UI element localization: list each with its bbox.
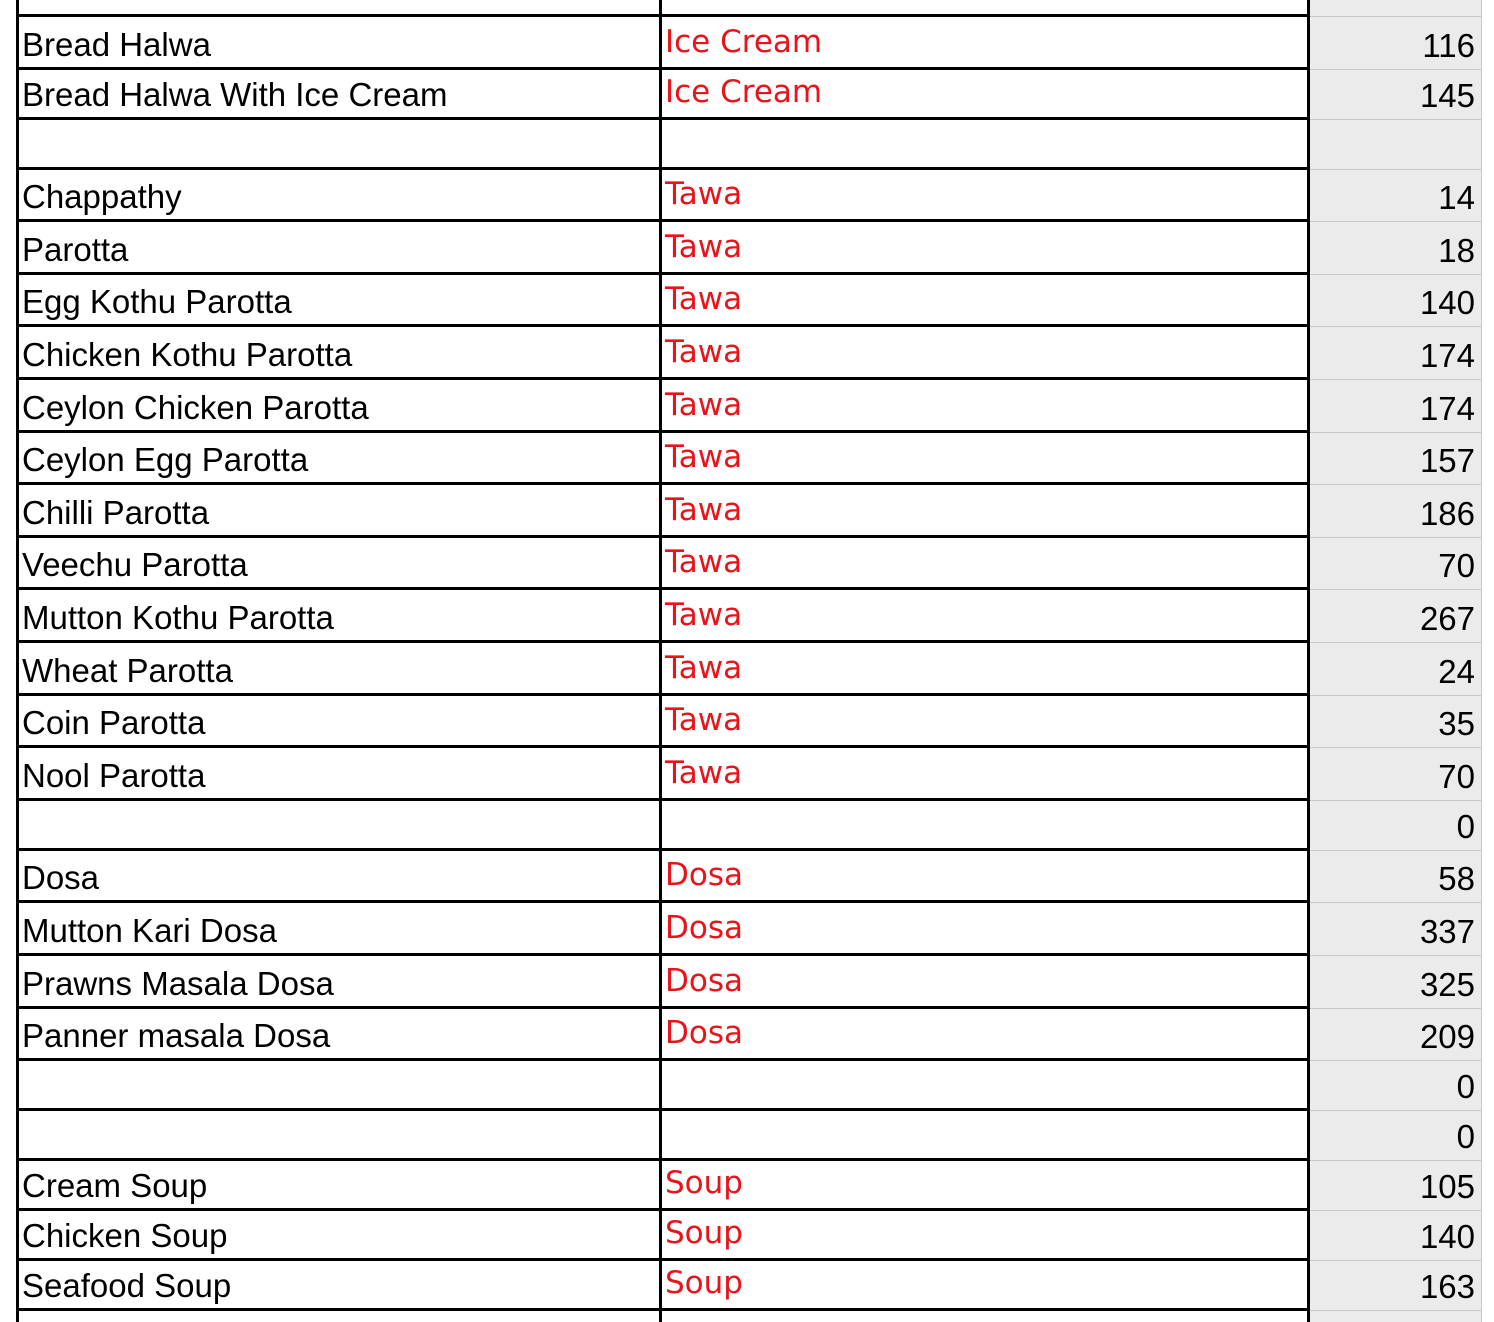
cell-price[interactable]: 209: [1310, 1009, 1482, 1062]
table-row: [16, 590, 1482, 643]
table-row: [16, 222, 1482, 275]
cell-category[interactable]: Tawa: [662, 380, 1310, 433]
cell-price[interactable]: 14: [1310, 170, 1482, 223]
cell-price[interactable]: 337: [1310, 903, 1482, 956]
table-row: [16, 380, 1482, 433]
cell-price[interactable]: 140: [1310, 275, 1482, 328]
cell-price[interactable]: 0: [1310, 801, 1482, 851]
table-row: [16, 903, 1482, 956]
cell-item[interactable]: [16, 1061, 662, 1111]
cell-category[interactable]: [662, 0, 1310, 17]
cell-price[interactable]: 24: [1310, 643, 1482, 696]
cell-price[interactable]: 145: [1310, 70, 1482, 120]
cell-category[interactable]: [662, 1061, 1310, 1111]
cell-category[interactable]: Tawa: [662, 696, 1310, 749]
cell-category[interactable]: Tawa: [662, 590, 1310, 643]
cell-category[interactable]: Tawa: [662, 485, 1310, 538]
cell-item[interactable]: [16, 1111, 662, 1161]
cell-category[interactable]: Ice Cream: [662, 70, 1310, 120]
previous-row-partial: [16, 0, 1482, 17]
table-row: [16, 17, 1482, 70]
table-row: [16, 275, 1482, 328]
cell-price[interactable]: 70: [1310, 538, 1482, 591]
cell-item[interactable]: [16, 801, 662, 851]
cell-item[interactable]: Chilli Parotta: [16, 485, 662, 538]
cell-item[interactable]: Cream Soup: [16, 1161, 662, 1211]
table-row: [16, 70, 1482, 120]
cell-item[interactable]: Coin Parotta: [16, 696, 662, 749]
cell-category[interactable]: Dosa: [662, 851, 1310, 904]
cell-price[interactable]: 70: [1310, 748, 1482, 801]
cell-item[interactable]: Prawns Masala Dosa: [16, 956, 662, 1009]
table-row: [16, 643, 1482, 696]
cell-price[interactable]: 0: [1310, 1111, 1482, 1161]
cell-price[interactable]: 163: [1310, 1261, 1482, 1311]
cell-price[interactable]: 157: [1310, 433, 1482, 486]
cell-price[interactable]: 174: [1310, 327, 1482, 380]
table-row: [16, 120, 1482, 170]
cell-category[interactable]: Ice Cream: [662, 17, 1310, 70]
cell-item[interactable]: Ceylon Chicken Parotta: [16, 380, 662, 433]
cell-price[interactable]: 325: [1310, 956, 1482, 1009]
cell-category[interactable]: Dosa: [662, 1009, 1310, 1062]
cell-item[interactable]: Chappathy: [16, 170, 662, 223]
cell-price[interactable]: 0: [1310, 1061, 1482, 1111]
table-row: [16, 956, 1482, 1009]
table-row: [16, 485, 1482, 538]
cell-item[interactable]: Nool Parotta: [16, 748, 662, 801]
cell-category[interactable]: Tawa: [662, 433, 1310, 486]
table-row: [16, 696, 1482, 749]
table-row: [16, 327, 1482, 380]
cell-category[interactable]: Tawa: [662, 327, 1310, 380]
cell-item[interactable]: Mutton Kothu Parotta: [16, 590, 662, 643]
table-row: [16, 1311, 1482, 1322]
cell-category[interactable]: Dosa: [662, 956, 1310, 1009]
cell-category[interactable]: Tawa: [662, 170, 1310, 223]
table-row: [16, 748, 1482, 801]
cell-item[interactable]: Wheat Parotta: [16, 643, 662, 696]
table-row: [16, 538, 1482, 591]
cell-item[interactable]: Ceylon Egg Parotta: [16, 433, 662, 486]
cell-item[interactable]: Egg Kothu Parotta: [16, 275, 662, 328]
cell-item[interactable]: Mutton Kari Dosa: [16, 903, 662, 956]
cell-category[interactable]: [662, 120, 1310, 170]
table-row: [16, 1061, 1482, 1111]
table-row: [16, 1111, 1482, 1161]
cell-item[interactable]: Panner masala Dosa: [16, 1009, 662, 1062]
cell-item[interactable]: [16, 0, 662, 17]
cell-category[interactable]: Tawa: [662, 643, 1310, 696]
cell-price[interactable]: 35: [1310, 696, 1482, 749]
cell-category[interactable]: Tawa: [662, 222, 1310, 275]
cell-item[interactable]: Chicken Soup: [16, 1211, 662, 1261]
cell-category[interactable]: Tawa: [662, 538, 1310, 591]
cell-price[interactable]: 174: [1310, 380, 1482, 433]
cell-price[interactable]: 140: [1310, 1211, 1482, 1261]
cell-price[interactable]: [1310, 120, 1482, 170]
cell-category[interactable]: Soup: [662, 1211, 1310, 1261]
cell-category[interactable]: [662, 1311, 1310, 1322]
cell-item[interactable]: Parotta: [16, 222, 662, 275]
cell-item[interactable]: Seafood Soup: [16, 1261, 662, 1311]
cell-category[interactable]: Dosa: [662, 903, 1310, 956]
table-row: [16, 1009, 1482, 1062]
cell-price[interactable]: 116: [1310, 17, 1482, 70]
cell-item[interactable]: Veechu Parotta: [16, 538, 662, 591]
cell-category[interactable]: Tawa: [662, 748, 1310, 801]
table-row: [16, 1261, 1482, 1311]
cell-item[interactable]: Dosa: [16, 851, 662, 904]
table-row: [16, 1211, 1482, 1261]
cell-category[interactable]: [662, 1111, 1310, 1161]
cell-price[interactable]: 105: [1310, 1161, 1482, 1211]
cell-category[interactable]: [662, 801, 1310, 851]
table-row: [16, 170, 1482, 223]
table-row: [16, 851, 1482, 904]
cell-item[interactable]: [16, 1311, 662, 1322]
cell-item[interactable]: Bread Halwa: [16, 17, 662, 70]
cell-category[interactable]: Tawa: [662, 275, 1310, 328]
cell-price[interactable]: 186: [1310, 485, 1482, 538]
table-row: [16, 433, 1482, 486]
cell-category[interactable]: Soup: [662, 1261, 1310, 1311]
cell-item[interactable]: Bread Halwa With Ice Cream: [16, 70, 662, 120]
spreadsheet: [16, 0, 1482, 1322]
table-row: [16, 1161, 1482, 1211]
cell-item[interactable]: Chicken Kothu Parotta: [16, 327, 662, 380]
cell-item[interactable]: [16, 120, 662, 170]
cell-price[interactable]: 58: [1310, 851, 1482, 904]
cell-category[interactable]: Soup: [662, 1161, 1310, 1211]
table-row: [16, 801, 1482, 851]
cell-price[interactable]: 267: [1310, 590, 1482, 643]
cell-price[interactable]: [1310, 1311, 1482, 1322]
cell-price[interactable]: [1310, 0, 1482, 17]
cell-price[interactable]: 18: [1310, 222, 1482, 275]
